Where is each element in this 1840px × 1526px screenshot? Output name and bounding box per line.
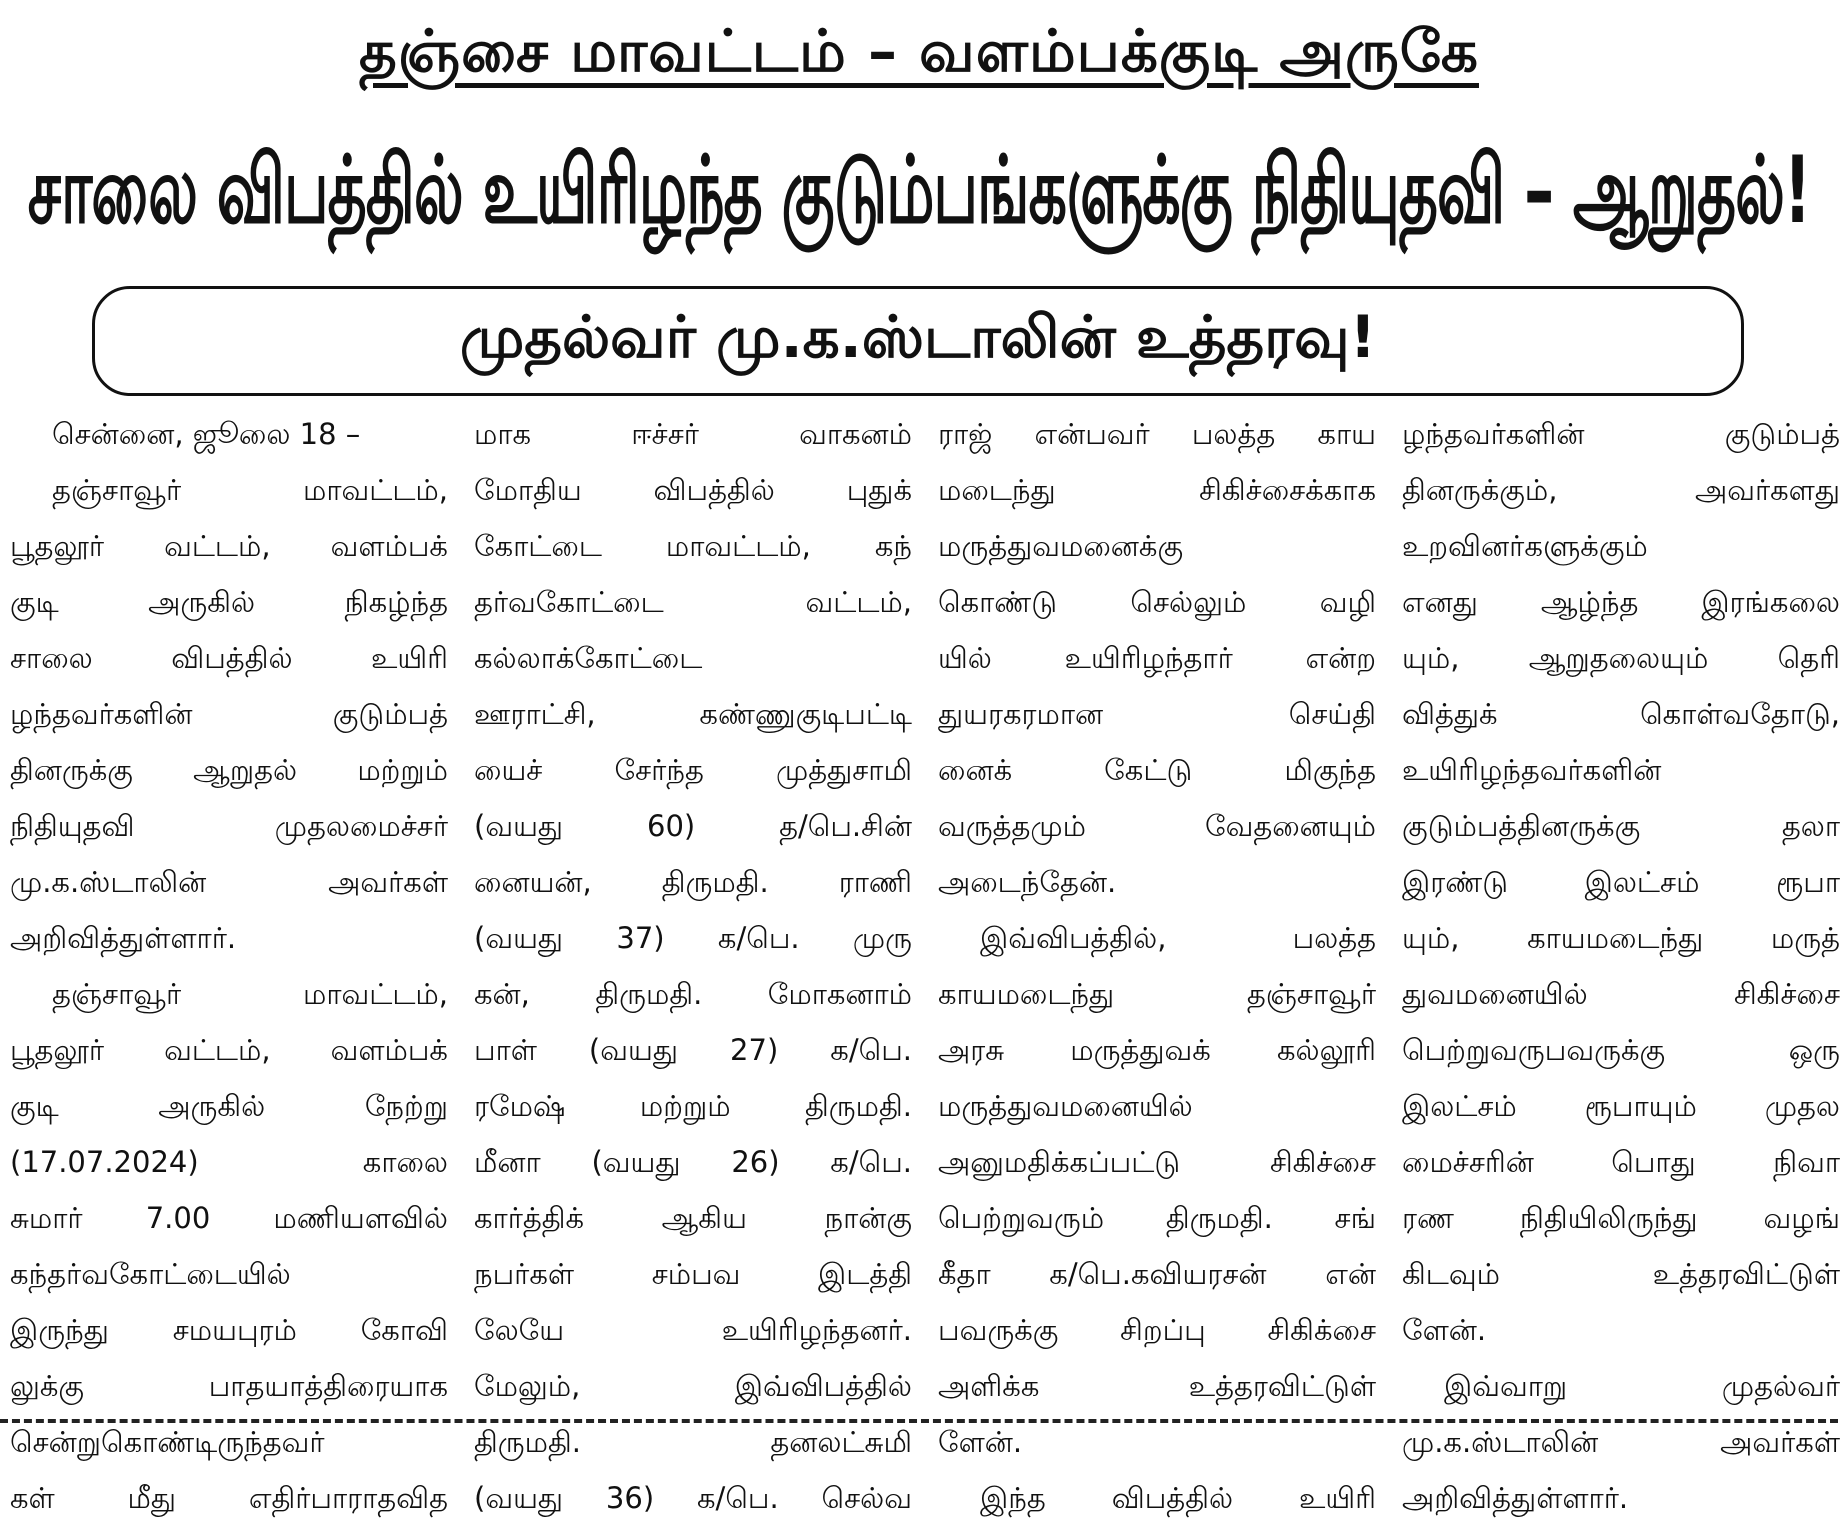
text-line: பெற்றுவரும் திருமதி. சங் (938, 1201, 1376, 1235)
article-column-4 (1402, 406, 1840, 1515)
text-line: தினருக்கு ஆறுதல் மற்றும் (10, 753, 448, 787)
bottom-dashed-divider (0, 1419, 1838, 1423)
text-line: திருமதி. தனலட்சுமி (474, 1425, 912, 1459)
text-line: அரசு மருத்துவக் கல்லூரி (938, 1033, 1376, 1067)
text-line: கன், திருமதி. மோகனாம் (474, 977, 912, 1011)
text-line: குடி அருகில் நேற்று (10, 1089, 448, 1123)
text-line: மருத்துவமனைக்கு (938, 529, 1184, 563)
text-line: குடும்பத்தினருக்கு தலா (1402, 809, 1840, 843)
text-line: கந்தர்வகோட்டையில் (10, 1257, 291, 1291)
text-line: மு.க.ஸ்டாலின் அவர்கள் (10, 865, 448, 899)
text-line: (வயது 37) க/பெ. முரு (474, 921, 912, 955)
text-line: பெற்றுவருபவருக்கு ஒரு (1402, 1033, 1840, 1067)
text-line: மடைந்து சிகிச்சைக்காக (938, 473, 1376, 507)
text-line: வருத்தமும் வேதனையும் (938, 809, 1376, 843)
text-line: உறவினர்களுக்கும் (1402, 529, 1648, 563)
article-column-3 (938, 406, 1376, 1515)
text-line: நபர்கள் சம்பவ இடத்தி (474, 1257, 912, 1291)
text-line: கள் மீது எதிர்பாராதவித (10, 1481, 448, 1515)
text-line: ஊராட்சி, கண்ணுகுடிபட்டி (474, 697, 912, 731)
text-line: அறிவித்துள்ளார். (1402, 1481, 1629, 1515)
text-line: லேயே உயிரிழந்தனர். (474, 1313, 912, 1347)
text-line: கார்த்திக் ஆகிய நான்கு (474, 1201, 912, 1235)
text-line: துயரகரமான செய்தி (938, 697, 1376, 731)
article-column-2 (474, 406, 912, 1515)
text-line: தஞ்சாவூர் மாவட்டம், (52, 473, 448, 507)
article-body (10, 406, 1840, 1515)
text-line: சென்னை, ஜூலை 18 – (52, 417, 361, 451)
text-line: அறிவித்துள்ளார். (10, 921, 237, 955)
text-line: சாலை விபத்தில் உயிரி (10, 641, 448, 675)
text-line: கொண்டு செல்லும் வழி (938, 585, 1376, 619)
text-line: யும், ஆறுதலையும் தெரி (1402, 641, 1840, 675)
text-line: அடைந்தேன். (938, 865, 1117, 899)
text-line: ளேன். (1402, 1313, 1487, 1347)
text-line: மோதிய விபத்தில் புதுக் (474, 473, 912, 507)
text-line: கல்லாக்கோட்டை (474, 641, 703, 675)
kicker-headline (0, 0, 1838, 110)
text-line: தர்வகோட்டை வட்டம், (474, 585, 912, 619)
text-line: அனுமதிக்கப்பட்டு சிகிச்சை (938, 1145, 1376, 1179)
text-line: இவ்விபத்தில், பலத்த (980, 921, 1376, 955)
text-line: சுமார் 7.00 மணியளவில் (10, 1201, 448, 1235)
text-line: வித்துக் கொள்வதோடு, (1402, 697, 1840, 731)
text-line: தினருக்கும், அவர்களது (1402, 473, 1840, 507)
text-line: னையன், திருமதி. ராணி (474, 865, 912, 899)
text-line: பாள் (வயது 27) க/பெ. (474, 1033, 912, 1067)
text-line: இருந்து சமயபுரம் கோவி (10, 1313, 448, 1347)
text-line: மீனா (வயது 26) க/பெ. (474, 1145, 912, 1179)
text-line: ராஜ் என்பவர் பலத்த காய (938, 417, 1376, 451)
text-line: கிடவும் உத்தரவிட்டுள் (1402, 1257, 1840, 1291)
text-line: தஞ்சாவூர் மாவட்டம், (52, 977, 448, 1011)
text-line: மைச்சரின் பொது நிவா (1402, 1145, 1840, 1179)
text-line: யைச் சேர்ந்த முத்துசாமி (474, 753, 912, 787)
subheadline-text: முதல்வர் மு.க.ஸ்டாலின் உத்தரவு! (459, 303, 1377, 371)
text-line: நிதியுதவி முதலமைச்சர் (10, 809, 448, 843)
text-line: இரண்டு இலட்சம் ரூபா (1402, 865, 1840, 899)
headline-text: சாலை விபத்தில் உயிரிழந்த குடும்பங்களுக்கு நிதியுதவி – ஆறுதல்! (27, 136, 1811, 246)
text-line: ரண நிதியிலிருந்து வழங் (1402, 1201, 1840, 1235)
text-line: லுக்கு பாதயாத்திரையாக (10, 1369, 448, 1403)
text-line: ழந்தவர்களின் குடும்பத் (10, 697, 448, 731)
text-line: யும், காயமடைந்து மருத் (1402, 921, 1840, 955)
text-line: ளேன். (938, 1425, 1023, 1459)
text-line: மருத்துவமனையில் (938, 1089, 1193, 1123)
text-line: (17.07.2024) காலை (10, 1145, 448, 1179)
text-line: சென்றுகொண்டிருந்தவர் (10, 1425, 325, 1459)
text-line: பூதலூர் வட்டம், வளம்பக் (10, 529, 448, 563)
text-line: மு.க.ஸ்டாலின் அவர்கள் (1402, 1425, 1840, 1459)
text-line: உயிரிழந்தவர்களின் (1402, 753, 1662, 787)
text-line: (வயது 36) க/பெ. செல்வ (474, 1481, 912, 1515)
text-line: குடி அருகில் நிகழ்ந்த (10, 585, 448, 619)
text-line: பூதலூர் வட்டம், வளம்பக் (10, 1033, 448, 1067)
main-headline (0, 122, 1838, 272)
text-line: துவமனையில் சிகிச்சை (1402, 977, 1840, 1011)
subheadline-box (92, 286, 1744, 396)
text-line: னைக் கேட்டு மிகுந்த (938, 753, 1376, 787)
text-line: கோட்டை மாவட்டம், கந் (474, 529, 912, 563)
text-line: எனது ஆழ்ந்த இரங்கலை (1402, 585, 1840, 619)
article-column-1 (10, 406, 448, 1515)
text-line: கீதா க/பெ.கவியரசன் என் (938, 1257, 1376, 1291)
text-line: இவ்வாறு முதல்வர் (1444, 1369, 1840, 1403)
text-line: பவருக்கு சிறப்பு சிகிக்சை (938, 1313, 1376, 1347)
text-line: ழந்தவர்களின் குடும்பத் (1402, 417, 1840, 451)
text-line: யில் உயிரிழந்தார் என்ற (938, 641, 1376, 675)
text-line: அளிக்க உத்தரவிட்டுள் (938, 1369, 1376, 1403)
text-line: மேலும், இவ்விபத்தில் (474, 1369, 912, 1403)
text-line: (வயது 60) த/பெ.சின் (474, 809, 912, 843)
text-line: காயமடைந்து தஞ்சாவூர் (938, 977, 1376, 1011)
text-line: ரமேஷ் மற்றும் திருமதி. (474, 1089, 912, 1123)
text-line: இலட்சம் ரூபாயும் முதல (1402, 1089, 1840, 1123)
kicker-text: தஞ்சை மாவட்டம் – வளம்பக்குடி அருகே (359, 17, 1479, 85)
text-line: மாக ஈச்சர் வாகனம் (474, 417, 912, 451)
text-line: இந்த விபத்தில் உயிரி (980, 1481, 1376, 1515)
